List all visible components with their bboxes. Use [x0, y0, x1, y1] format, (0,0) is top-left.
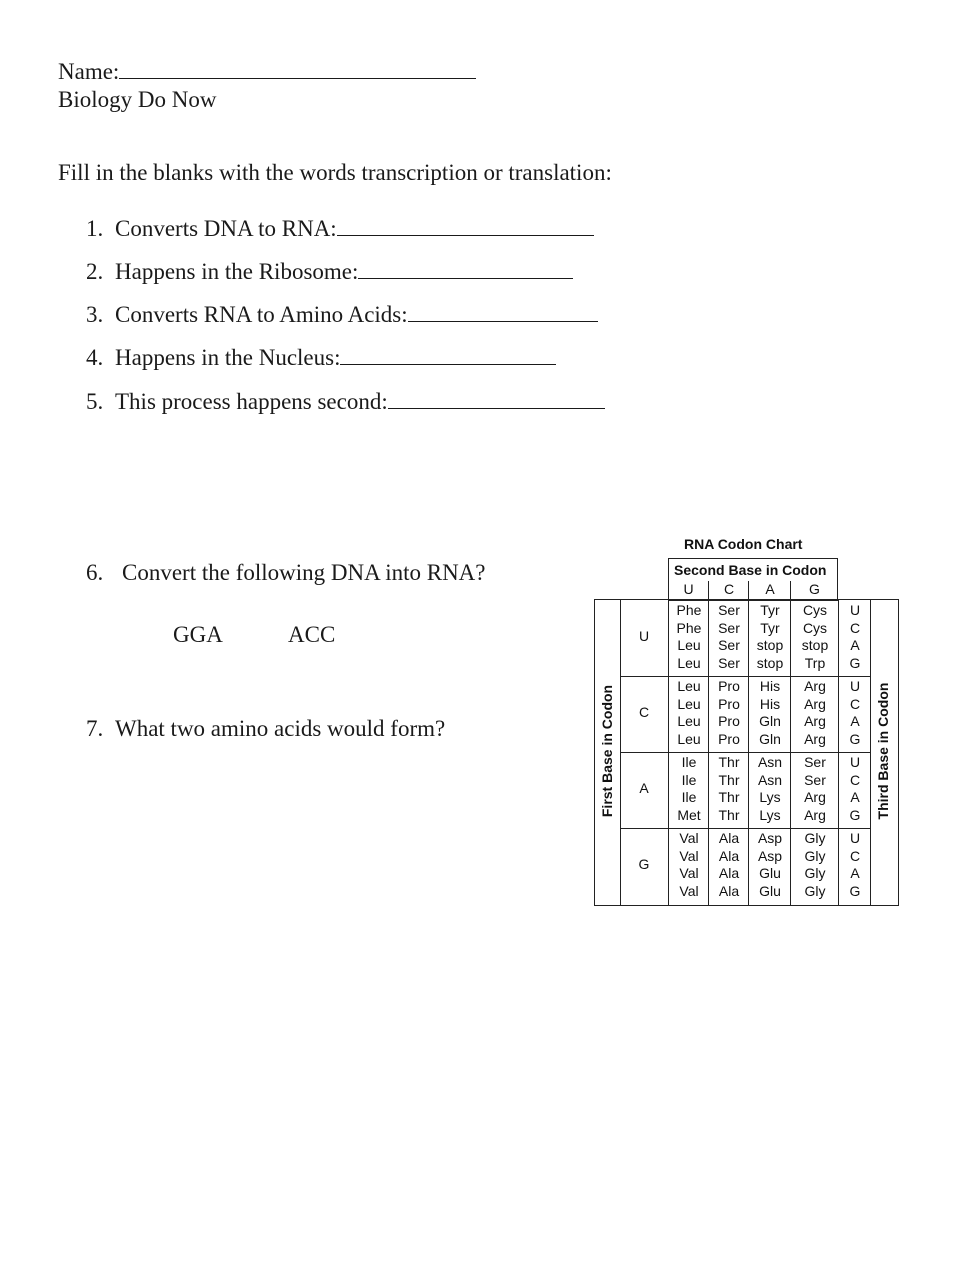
codon-cell: Lys — [759, 806, 781, 823]
question-text: This process happens second: — [115, 389, 388, 414]
question-number: 3. — [86, 302, 104, 327]
question-text: Happens in the Nucleus: — [115, 345, 341, 370]
dna-codon-1: GGA — [173, 622, 223, 647]
question-3 — [86, 301, 598, 329]
page-subtitle: Biology Do Now — [58, 87, 217, 112]
codon-cell: Ser — [804, 771, 826, 788]
question-text: Converts DNA to RNA: — [115, 216, 337, 241]
third-base-cell: G — [849, 730, 861, 747]
rna-codon-chart — [590, 532, 902, 910]
question-number: 5. — [86, 389, 104, 414]
codon-cell: Met — [677, 806, 701, 823]
dna-codon-2: ACC — [288, 622, 336, 647]
codon-cell: Leu — [677, 695, 701, 712]
question-text: What two amino acids would form? — [115, 716, 446, 741]
codon-cell: Ala — [718, 830, 740, 846]
third-base-cell: A — [850, 637, 860, 654]
codon-cell: Ile — [681, 771, 697, 788]
codon-cell: Ala — [718, 882, 740, 899]
codon-cell: Pro — [718, 730, 740, 747]
codon-cell: Arg — [804, 806, 826, 823]
question-text: Convert the following DNA into RNA? — [122, 560, 486, 585]
third-base-cell: C — [849, 847, 861, 864]
third-base-cell: U — [849, 678, 861, 694]
codon-cell: Leu — [677, 654, 701, 671]
question-number: 6. — [86, 560, 104, 585]
third-base-cell: U — [849, 830, 861, 846]
codon-cell: Ile — [681, 789, 697, 806]
question-number: 1. — [86, 216, 104, 241]
first-base-a: A — [639, 780, 649, 796]
codon-cell: Thr — [718, 789, 740, 806]
name-line — [58, 58, 476, 86]
codon-cell: Val — [679, 882, 699, 899]
codon-cell: Leu — [677, 678, 701, 694]
codon-cell: Phe — [676, 619, 702, 636]
codon-cell: Leu — [677, 713, 701, 730]
name-blank[interactable] — [119, 59, 476, 79]
question-number: 4. — [86, 345, 104, 370]
codon-cell: Asn — [757, 754, 783, 770]
codon-cell: Cys — [802, 619, 828, 636]
codon-cell: Arg — [804, 730, 826, 747]
question-number: 2. — [86, 259, 104, 284]
third-base-cell: C — [849, 771, 861, 788]
codon-cell: Tyr — [760, 619, 780, 636]
answer-blank-5[interactable] — [388, 389, 605, 409]
codon-cell: Leu — [677, 730, 701, 747]
name-label: Name: — [58, 59, 120, 84]
third-base-cell: C — [849, 619, 861, 636]
codon-cell: Val — [679, 847, 699, 864]
third-base-cell: G — [849, 882, 861, 899]
instructions: Fill in the blanks with the words transcription or translation: — [58, 160, 612, 185]
codon-cell: Gly — [804, 830, 826, 846]
codon-cell: Asp — [757, 830, 783, 846]
codon-cell: Gln — [759, 713, 781, 730]
codon-cell: Ser — [718, 602, 740, 618]
codon-cell: stop — [756, 654, 784, 671]
second-base-label: Second Base in Codon — [674, 562, 827, 578]
codon-cell: Gln — [759, 730, 781, 747]
codon-cell: Ala — [718, 865, 740, 882]
second-base-g: G — [809, 581, 820, 597]
question-4 — [86, 344, 556, 372]
codon-cell: stop — [801, 637, 829, 654]
third-base-cell: G — [849, 654, 861, 671]
codon-cell: Val — [679, 865, 699, 882]
first-base-label: First Base in Codon — [599, 684, 615, 818]
codon-cell: Gly — [804, 865, 826, 882]
codon-cell: Thr — [718, 771, 740, 788]
question-2 — [86, 258, 573, 286]
codon-cell: His — [759, 678, 781, 694]
third-base-cell: A — [850, 789, 860, 806]
codon-cell: Arg — [804, 695, 826, 712]
codon-cell: Ala — [718, 847, 740, 864]
codon-cell: Thr — [718, 754, 740, 770]
codon-cell: Ser — [718, 637, 740, 654]
question-number: 7. — [86, 716, 104, 741]
third-base-cell: U — [849, 754, 861, 770]
answer-blank-1[interactable] — [337, 216, 594, 236]
third-base-cell: C — [849, 695, 861, 712]
second-base-a: A — [765, 581, 775, 597]
codon-cell: His — [759, 695, 781, 712]
codon-cell: Gly — [804, 882, 826, 899]
first-base-c: C — [638, 704, 650, 720]
codon-cell: Phe — [676, 602, 702, 618]
first-base-u: U — [638, 628, 650, 644]
third-base-cell: A — [850, 865, 860, 882]
codon-cell: stop — [756, 637, 784, 654]
codon-cell: Cys — [802, 602, 828, 618]
second-base-u: U — [683, 581, 694, 597]
codon-cell: Glu — [759, 865, 781, 882]
answer-blank-2[interactable] — [358, 259, 573, 279]
codon-cell: Trp — [804, 654, 826, 671]
question-text: Converts RNA to Amino Acids: — [115, 302, 408, 327]
codon-cell: Leu — [677, 637, 701, 654]
codon-cell: Gly — [804, 847, 826, 864]
codon-cell: Thr — [718, 806, 740, 823]
codon-cell: Pro — [718, 695, 740, 712]
answer-blank-3[interactable] — [408, 302, 598, 322]
codon-cell: Lys — [759, 789, 781, 806]
codon-cell: Ile — [681, 754, 697, 770]
codon-cell: Tyr — [760, 602, 780, 618]
chart-title: RNA Codon Chart — [684, 536, 803, 552]
question-5 — [86, 388, 605, 416]
codon-cell: Ser — [804, 754, 826, 770]
question-7 — [86, 715, 445, 743]
codon-cell: Asn — [757, 771, 783, 788]
answer-blank-4[interactable] — [340, 345, 556, 365]
second-base-c: C — [723, 581, 735, 597]
codon-cell: Arg — [804, 789, 826, 806]
first-base-g: G — [638, 856, 650, 872]
third-base-label: Third Base in Codon — [875, 682, 891, 820]
codon-cell: Pro — [718, 713, 740, 730]
third-base-cell: A — [850, 713, 860, 730]
codon-cell: Val — [679, 830, 699, 846]
question-text: Happens in the Ribosome: — [115, 259, 359, 284]
question-1 — [86, 215, 594, 243]
question-6 — [86, 559, 486, 587]
codon-cell: Arg — [804, 678, 826, 694]
third-base-cell: G — [849, 806, 861, 823]
codon-cell: Ser — [718, 619, 740, 636]
codon-cell: Asp — [757, 847, 783, 864]
codon-cell: Glu — [759, 882, 781, 899]
third-base-cell: U — [849, 602, 861, 618]
codon-cell: Pro — [718, 678, 740, 694]
codon-cell: Ser — [718, 654, 740, 671]
codon-cell: Arg — [804, 713, 826, 730]
